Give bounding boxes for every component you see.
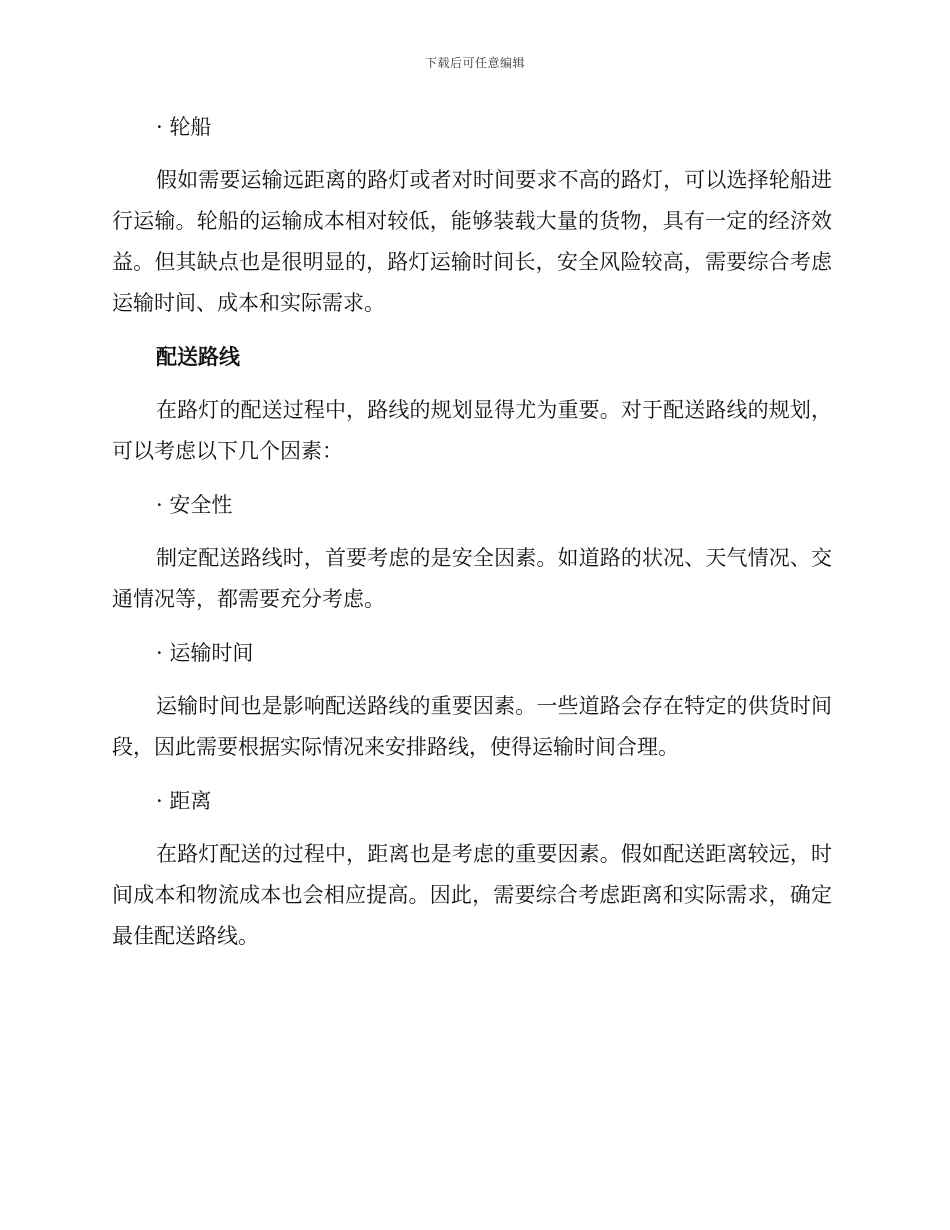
paragraph-time: 运输时间也是影响配送路线的重要因素。一些道路会存在特定的供货时间段，因此需要根据实际情况来安排路线，使得运输时间合理。 (112, 694, 832, 759)
section-heading-route: 配送路线 (156, 344, 240, 369)
document-body (112, 108, 832, 971)
paragraph-safety: 制定配送路线时，首要考虑的是安全因素。如道路的状况、天气情况、交通情况等，都需要充分考虑。 (112, 546, 832, 611)
bullet-distance: · 距离 (156, 789, 212, 813)
bullet-time: · 运输时间 (156, 641, 254, 665)
paragraph-ship: 假如需要运输远距离的路灯或者对时间要求不高的路灯，可以选择轮船进行运输。轮船的运输成本相对较低，能够装载大量的货物，具有一定的经济效益。但其缺点也是很明显的，路灯运输时间长，安全风险较高，需要综合考虑运输时间、成本和实际需求。 (112, 168, 832, 315)
paragraph-distance: 在路灯配送的过程中，距离也是考虑的重要因素。假如配送距离较远，时间成本和物流成本也会相应提高。因此，需要综合考虑距离和实际需求，确定最佳配送路线。 (112, 842, 832, 948)
bullet-safety: · 安全性 (156, 493, 233, 517)
header-note: 下载后可任意编辑 (424, 56, 525, 70)
paragraph-route-intro: 在路灯的配送过程中，路线的规划显得尤为重要。对于配送路线的规划，可以考虑以下几个因素： (112, 398, 832, 463)
bullet-ship: · 轮船 (156, 115, 212, 139)
